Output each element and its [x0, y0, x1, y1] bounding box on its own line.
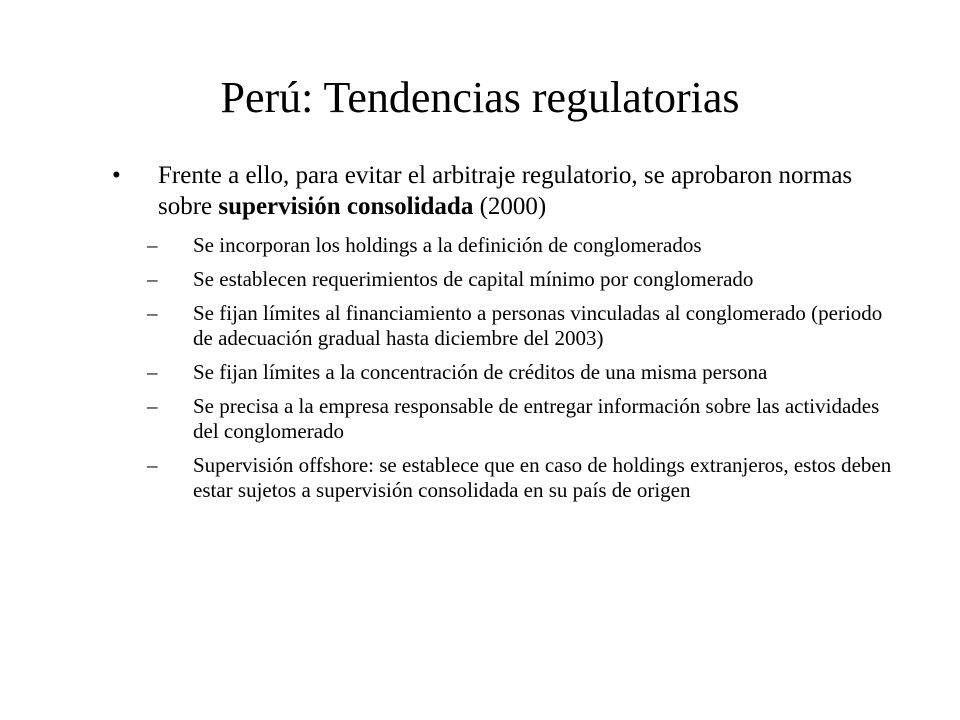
- sub-point-text: Se incorporan los holdings a la definición de conglomerados: [193, 233, 702, 257]
- bullet-icon: •: [112, 162, 121, 189]
- sub-point-list: [147, 233, 892, 503]
- main-point-text-before: Frente a ello, para evitar el arbitraje regulatorio, se aprobaron normas sobre: [158, 162, 853, 220]
- dash-icon: –: [147, 233, 158, 257]
- dash-icon: –: [147, 301, 158, 325]
- sub-point-text: Se precisa a la empresa responsable de entregar información sobre las actividades del conglomerado: [193, 394, 880, 443]
- slide-body: [112, 160, 892, 512]
- dash-icon: –: [147, 453, 158, 477]
- sub-point-item: [147, 394, 892, 444]
- dash-icon: –: [147, 360, 158, 384]
- main-point-bold-text: supervisión consolidada: [218, 193, 474, 220]
- sub-point-text: Se fijan límites al financiamiento a personas vinculadas al conglomerado (periodo de adecuación gradual hasta diciembre del 2003): [193, 301, 883, 350]
- main-bullet-point: [112, 160, 892, 222]
- slide-title: Perú: Tendencias regulatorias: [220, 73, 740, 122]
- sub-point-text: Se fijan límites a la concentración de créditos de una misma persona: [193, 360, 768, 384]
- sub-point-item: [147, 453, 892, 503]
- main-point-text-after: (2000): [473, 193, 547, 220]
- sub-point-item: [147, 233, 892, 258]
- sub-point-text: Se establecen requerimientos de capital mínimo por conglomerado: [193, 267, 754, 291]
- dash-icon: –: [147, 267, 158, 291]
- dash-icon: –: [147, 394, 158, 418]
- sub-point-item: [147, 301, 892, 351]
- sub-point-item: [147, 267, 892, 292]
- sub-point-text: Supervisión offshore: se establece que en caso de holdings extranjeros, estos deben estar sujetos a supervisión consolidada en su país de origen: [193, 453, 892, 502]
- sub-point-item: [147, 360, 892, 385]
